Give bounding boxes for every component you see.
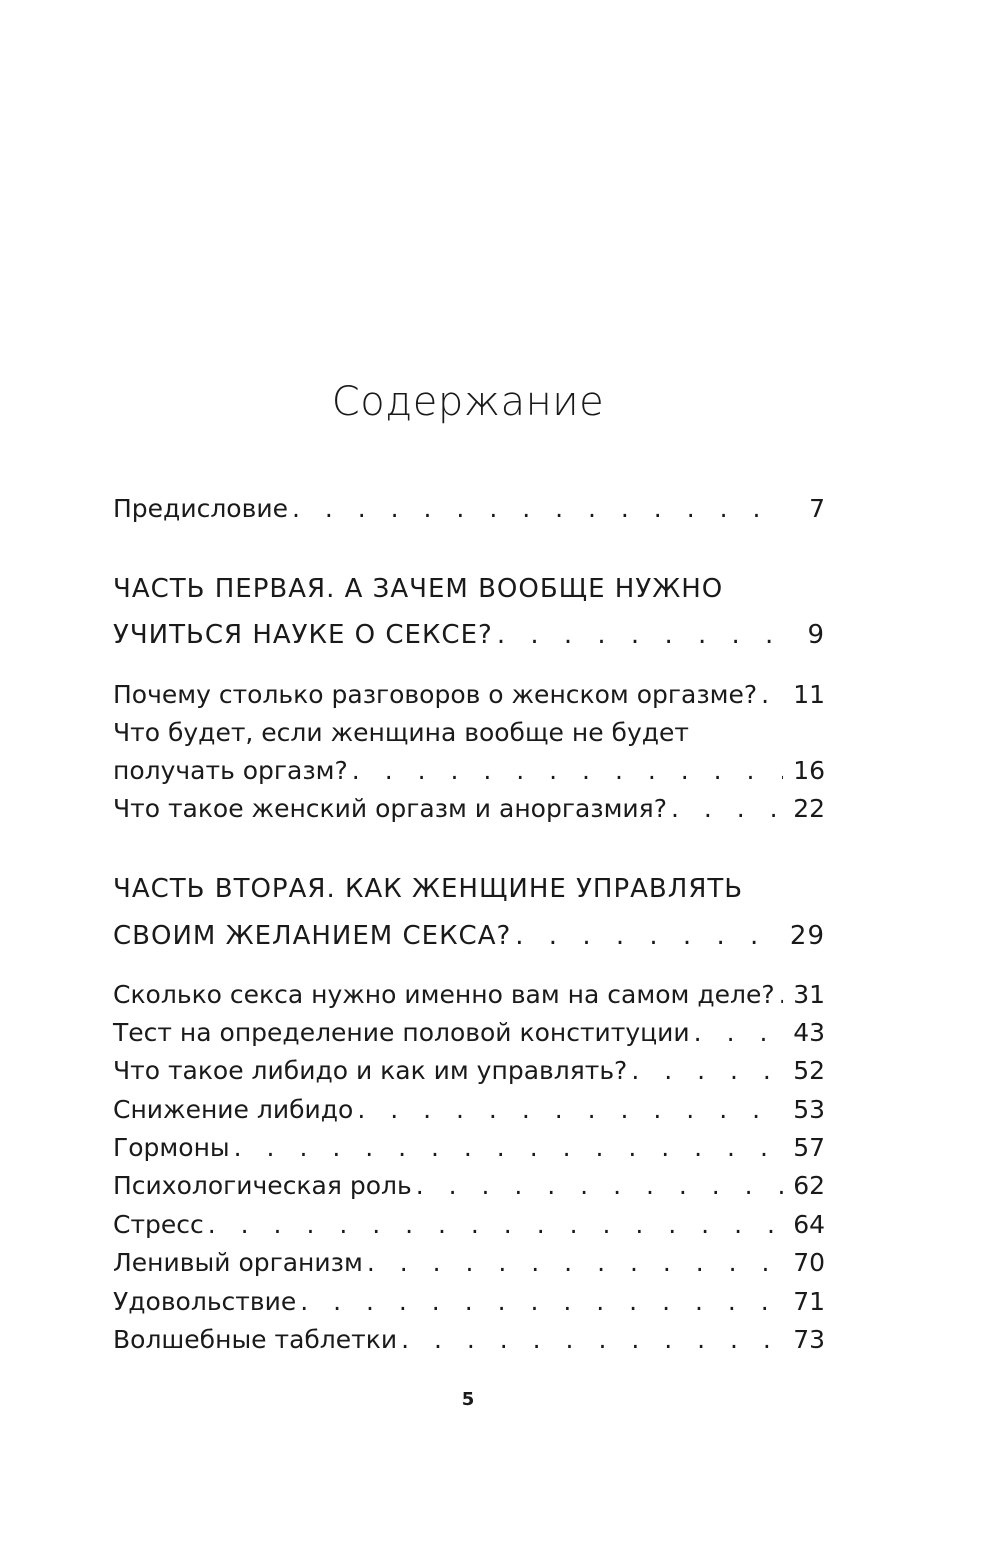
toc-entry-page: 16 bbox=[793, 756, 825, 785]
toc-entry-text: Сколько секса нужно именно вам на самом деле? bbox=[113, 980, 775, 1009]
toc-entry[interactable] bbox=[113, 676, 825, 714]
page-number: 5 bbox=[461, 1389, 475, 1410]
toc-entry[interactable] bbox=[113, 976, 825, 1014]
part-one-heading[interactable] bbox=[113, 566, 825, 612]
part-two-page: 29 bbox=[789, 921, 825, 951]
part-one-title-line1: ЧАСТЬ ПЕРВАЯ. А ЗАЧЕМ ВООБЩЕ НУЖНО bbox=[113, 574, 724, 604]
dot-leader bbox=[292, 490, 785, 528]
toc-entry-page: 43 bbox=[793, 1018, 825, 1047]
toc-entry-page: 64 bbox=[793, 1210, 825, 1239]
toc-entry-text: Тест на определение половой конституции bbox=[113, 1018, 690, 1047]
toc-entry-text: Стресс bbox=[113, 1210, 204, 1239]
toc-entry-page: 11 bbox=[793, 680, 825, 709]
toc-entry-text: Что будет, если женщина вообще не будет bbox=[113, 718, 689, 747]
dot-leader bbox=[631, 1052, 783, 1090]
part-two-heading[interactable] bbox=[113, 866, 825, 912]
dot-leader bbox=[515, 913, 780, 959]
toc-entry-page: 31 bbox=[793, 980, 825, 1009]
part-two-heading-continued[interactable] bbox=[113, 913, 825, 959]
toc-entry[interactable] bbox=[113, 1206, 825, 1244]
toc-entry[interactable] bbox=[113, 1167, 825, 1205]
toc-entry[interactable] bbox=[113, 1283, 825, 1321]
toc-entry-text: Что такое либидо и как им управлять? bbox=[113, 1056, 628, 1085]
toc-entry-page: 7 bbox=[809, 494, 825, 523]
part-one-title-line2: УЧИТЬСЯ НАУКЕ О СЕКСЕ? bbox=[113, 620, 493, 650]
toc-entry-page: 53 bbox=[793, 1095, 825, 1124]
dot-leader bbox=[694, 1014, 784, 1052]
toc-entry[interactable] bbox=[113, 1321, 825, 1359]
dot-leader bbox=[416, 1167, 783, 1205]
dot-leader bbox=[497, 612, 785, 658]
toc-entry[interactable] bbox=[113, 1129, 825, 1167]
toc-entry[interactable] bbox=[113, 714, 825, 752]
dot-leader bbox=[352, 752, 783, 790]
toc-entry[interactable] bbox=[113, 1014, 825, 1052]
toc-entry-page: 52 bbox=[793, 1056, 825, 1085]
toc-entry-text: Что такое женский оргазм и аноргазмия? bbox=[113, 794, 667, 823]
toc-entry-text: Волшебные таблетки bbox=[113, 1325, 398, 1354]
dot-leader bbox=[761, 676, 783, 714]
toc-entry-text: получать оргазм? bbox=[113, 756, 348, 785]
part-two-title-line1: ЧАСТЬ ВТОРАЯ. КАК ЖЕНЩИНЕ УПРАВЛЯТЬ bbox=[113, 874, 744, 904]
toc-entry-text: Почему столько разговоров о женском оргазме? bbox=[113, 680, 758, 709]
toc-entry-page: 70 bbox=[793, 1248, 825, 1277]
toc-entry-text: Ленивый организм bbox=[113, 1248, 363, 1277]
dot-leader bbox=[357, 1091, 783, 1129]
toc-entry-preface[interactable] bbox=[113, 490, 825, 528]
toc-entry-page: 57 bbox=[793, 1133, 825, 1162]
toc-entry-text: Удовольствие bbox=[113, 1287, 297, 1316]
toc-entry-page: 62 bbox=[793, 1171, 825, 1200]
toc-entry-page: 22 bbox=[793, 794, 825, 823]
toc-entry-text: Снижение либидо bbox=[113, 1095, 354, 1124]
dot-leader bbox=[234, 1129, 784, 1167]
toc-entry-text: Предисловие bbox=[113, 494, 288, 523]
toc-entry[interactable] bbox=[113, 790, 825, 828]
part-two-title-line2: СВОИМ ЖЕЛАНИЕМ СЕКСА? bbox=[113, 921, 512, 951]
dot-leader bbox=[367, 1244, 783, 1282]
part-one-page: 9 bbox=[807, 620, 825, 650]
dot-leader bbox=[401, 1321, 783, 1359]
dot-leader bbox=[208, 1206, 783, 1244]
toc-entry-text: Психологическая роль bbox=[113, 1171, 412, 1200]
toc-entry-text: Гормоны bbox=[113, 1133, 230, 1162]
toc-entry[interactable] bbox=[113, 1052, 825, 1090]
part-one-heading-continued[interactable] bbox=[113, 612, 825, 658]
dot-leader bbox=[671, 790, 783, 828]
dot-leader bbox=[300, 1283, 783, 1321]
toc-entry[interactable] bbox=[113, 1244, 825, 1282]
toc-entry[interactable] bbox=[113, 1091, 825, 1129]
toc-entry-page: 71 bbox=[793, 1287, 825, 1316]
toc-entry-page: 73 bbox=[793, 1325, 825, 1354]
page-title: Содержание bbox=[331, 379, 605, 425]
dot-leader bbox=[779, 976, 784, 1014]
toc-entry-continued[interactable] bbox=[113, 752, 825, 790]
